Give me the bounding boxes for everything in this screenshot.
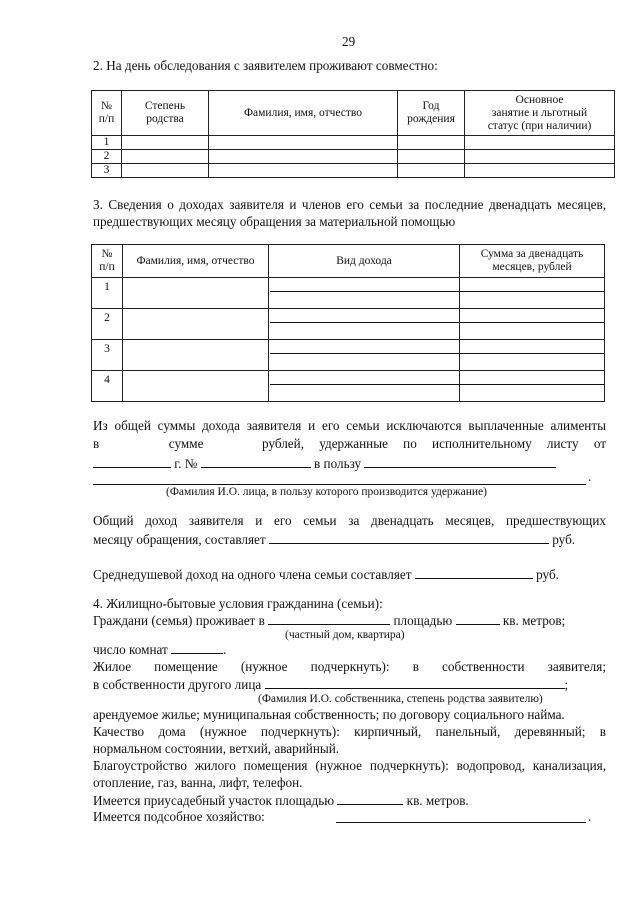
col-header-sum: Сумма за двенадцать месяцев, рублей xyxy=(460,245,605,278)
plot-area-field[interactable] xyxy=(337,792,403,805)
col-header-occupation: Основное занятие и льготный статус (при наличии) xyxy=(465,91,615,136)
occupation-cell[interactable] xyxy=(465,164,615,178)
lives-in-line: Граждани (семья) проживает в площадью кв. метров; xyxy=(93,613,566,628)
dwelling-type-field[interactable] xyxy=(268,612,390,625)
total-income-line-2: месяцу обращения, составляет руб. xyxy=(93,532,576,547)
alimony-word: от xyxy=(593,436,606,451)
income-table xyxy=(91,244,605,402)
page-number: 29 xyxy=(342,34,356,49)
fio-cell[interactable] xyxy=(209,150,398,164)
row-number: 2 xyxy=(92,150,122,164)
per-capita-field[interactable] xyxy=(415,566,533,579)
alimony-word: по xyxy=(403,436,417,451)
housing-line-1: Жилое помещение (нужное подчеркнуть): в собственности заявителя; xyxy=(93,659,606,674)
total-income-field[interactable] xyxy=(269,531,549,544)
fio-cell[interactable] xyxy=(123,371,269,402)
alimony-line-3: г. № в пользу xyxy=(93,455,556,472)
section-3-heading: 3. Сведения о доходах заявителя и членов его семьи за последние двенадцать месяцев, предшествующих месяцу обращения за материальной помощью xyxy=(93,197,606,229)
table-row xyxy=(92,164,615,178)
fio-cell[interactable] xyxy=(209,164,398,178)
alimony-line-2-right xyxy=(262,436,606,452)
year-cell[interactable] xyxy=(398,150,465,164)
occupation-cell[interactable] xyxy=(465,136,615,150)
farm-field[interactable] xyxy=(336,822,586,823)
farm-line: Имеется подсобное хозяйство: xyxy=(93,809,265,824)
sum-cell[interactable] xyxy=(460,340,605,371)
sum-cell[interactable] xyxy=(460,309,605,340)
rooms-field[interactable] xyxy=(171,641,223,654)
owner-field[interactable] xyxy=(265,676,565,689)
fio-cell[interactable] xyxy=(123,278,269,309)
year-cell[interactable] xyxy=(398,136,465,150)
fio-cell[interactable] xyxy=(209,136,398,150)
row-number: 4 xyxy=(92,371,123,402)
col-header-fio: Фамилия, имя, отчество xyxy=(123,245,269,278)
income-type-cell[interactable] xyxy=(269,340,460,371)
in-favor-field[interactable] xyxy=(364,455,556,468)
owner-caption: (Фамилия И.О. собственника, степень родства заявителю) xyxy=(258,693,543,705)
alimony-caption: (Фамилия И.О. лица, в пользу которого производится удержание) xyxy=(166,486,487,498)
sum-cell[interactable] xyxy=(460,278,605,309)
sum-cell[interactable] xyxy=(460,371,605,402)
amenities-line-2: отопление, газ, ванна, лифт, телефон. xyxy=(93,775,303,790)
relation-cell[interactable] xyxy=(122,150,209,164)
alimony-word: рублей, xyxy=(262,436,305,451)
row-number: 1 xyxy=(92,136,122,150)
income-type-cell[interactable] xyxy=(269,309,460,340)
income-type-cell[interactable] xyxy=(269,278,460,309)
row-number: 3 xyxy=(92,340,123,371)
rooms-line: число комнат . xyxy=(93,642,227,657)
writ-number-field[interactable] xyxy=(201,455,311,468)
household-table xyxy=(91,90,615,178)
alimony-line-1: Из общей суммы дохода заявителя и его семьи исключаются выплаченные алименты xyxy=(93,418,606,433)
per-capita-line: Среднедушевой доход на одного члена семьи составляет руб. xyxy=(93,567,559,582)
section-4-heading: 4. Жилищно-бытовые условия гражданина (семьи): xyxy=(93,596,383,611)
relation-cell[interactable] xyxy=(122,136,209,150)
alimony-word: в xyxy=(93,436,100,451)
housing-line-2: в собственности другого лица ; xyxy=(93,677,569,692)
col-header-income-type: Вид дохода xyxy=(269,245,460,278)
occupation-cell[interactable] xyxy=(465,150,615,164)
plot-line: Имеется приусадебный участок площадью кв. метров. xyxy=(93,793,469,808)
alimony-word: сумме xyxy=(168,436,204,451)
row-number: 1 xyxy=(92,278,123,309)
fio-cell[interactable] xyxy=(123,309,269,340)
relation-cell[interactable] xyxy=(122,164,209,178)
housing-line-3: арендуемое жилье; муниципальная собственность; по договору социального найма. xyxy=(93,707,565,722)
table-row xyxy=(92,371,605,402)
table-row xyxy=(92,136,615,150)
col-header-fio: Фамилия, имя, отчество xyxy=(209,91,398,136)
quality-line-2: нормальном состоянии, ветхий, аварийный. xyxy=(93,741,340,756)
quality-line-1: Качество дома (нужное подчеркнуть): кирпичный, панельный, деревянный; в xyxy=(93,724,606,739)
year-cell[interactable] xyxy=(398,164,465,178)
col-header-num: № п/п xyxy=(92,91,122,136)
amenities-line-1: Благоустройство жилого помещения (нужное подчеркнуть): водопровод, канализация, xyxy=(93,758,606,773)
section-2-heading: 2. На день обследования с заявителем проживают совместно: xyxy=(93,58,438,73)
total-income-line-1: Общий доход заявителя и его семьи за двенадцать месяцев, предшествующих xyxy=(93,513,606,528)
col-header-relation: Степень родства xyxy=(122,91,209,136)
alimony-word: исполнительному xyxy=(432,436,532,451)
alimony-word: удержанные xyxy=(319,436,388,451)
table-row xyxy=(92,340,605,371)
date-field[interactable] xyxy=(93,455,171,468)
row-number: 3 xyxy=(92,164,122,178)
table-row xyxy=(92,278,605,309)
fio-cell[interactable] xyxy=(123,340,269,371)
area-field[interactable] xyxy=(456,612,500,625)
row-number: 2 xyxy=(92,309,123,340)
col-header-year: Год рождения xyxy=(398,91,465,136)
dwelling-caption: (частный дом, квартира) xyxy=(285,629,405,641)
document-page: 29 2. На день обследования с заявителем проживают совместно: № п/п Степень родства Фамилия, имя, отчество Год рождения Основное занятие и льготный статус (при наличии) 1 2 3 3. Сведения о доходах заявителя и членов его семьи за последние двенадцать месяцев, предшествующих месяцу обращения за материальной помощью № п/п Фамилия, имя, отчество Вид дохода Сумма за двенадцать месяцев, рублей 1 2 3 4 Из общей суммы дохода заявителя и его семьи исключаются выплаченные алименты в сумме рублей, удержанные по исполнительному листу от г. № в пользу . (Фамилия И.О. лица, в пользу которого производится удержание) Общий доход заявителя и его семьи за двенадцать месяцев, предшествующих месяцу обращения, составляет руб. Среднедушевой доход на одного члена семьи составляет руб. 4. Жилищно-бытовые условия гражданина (семьи): Граждани (семья) проживает в площадью кв. метров; (частный дом, квартира) число комнат . Жилое помещение (нужное подчеркнуть): в собственности заявителя; в собственности другого лица ; (Фамилия И.О. собственника, степень родства заявителю) арендуемое жилье; муниципальная собственность; по договору социального найма. Качество дома (нужное подчеркнуть): кирпичный, панельный, деревянный; в нормальном состоянии, ветхий, аварийный. Благоустройство жилого помещения (нужное подчеркнуть): водопровод, канализация, отопление, газ, ванна, лифт, телефон. Имеется приусадебный участок площадью кв. метров. Имеется подсобное хозяйство: . xyxy=(0,0,640,905)
alimony-word: листу xyxy=(546,436,579,451)
col-header-num: № п/п xyxy=(92,245,123,278)
table-row xyxy=(92,309,605,340)
income-type-cell[interactable] xyxy=(269,371,460,402)
table-row xyxy=(92,150,615,164)
